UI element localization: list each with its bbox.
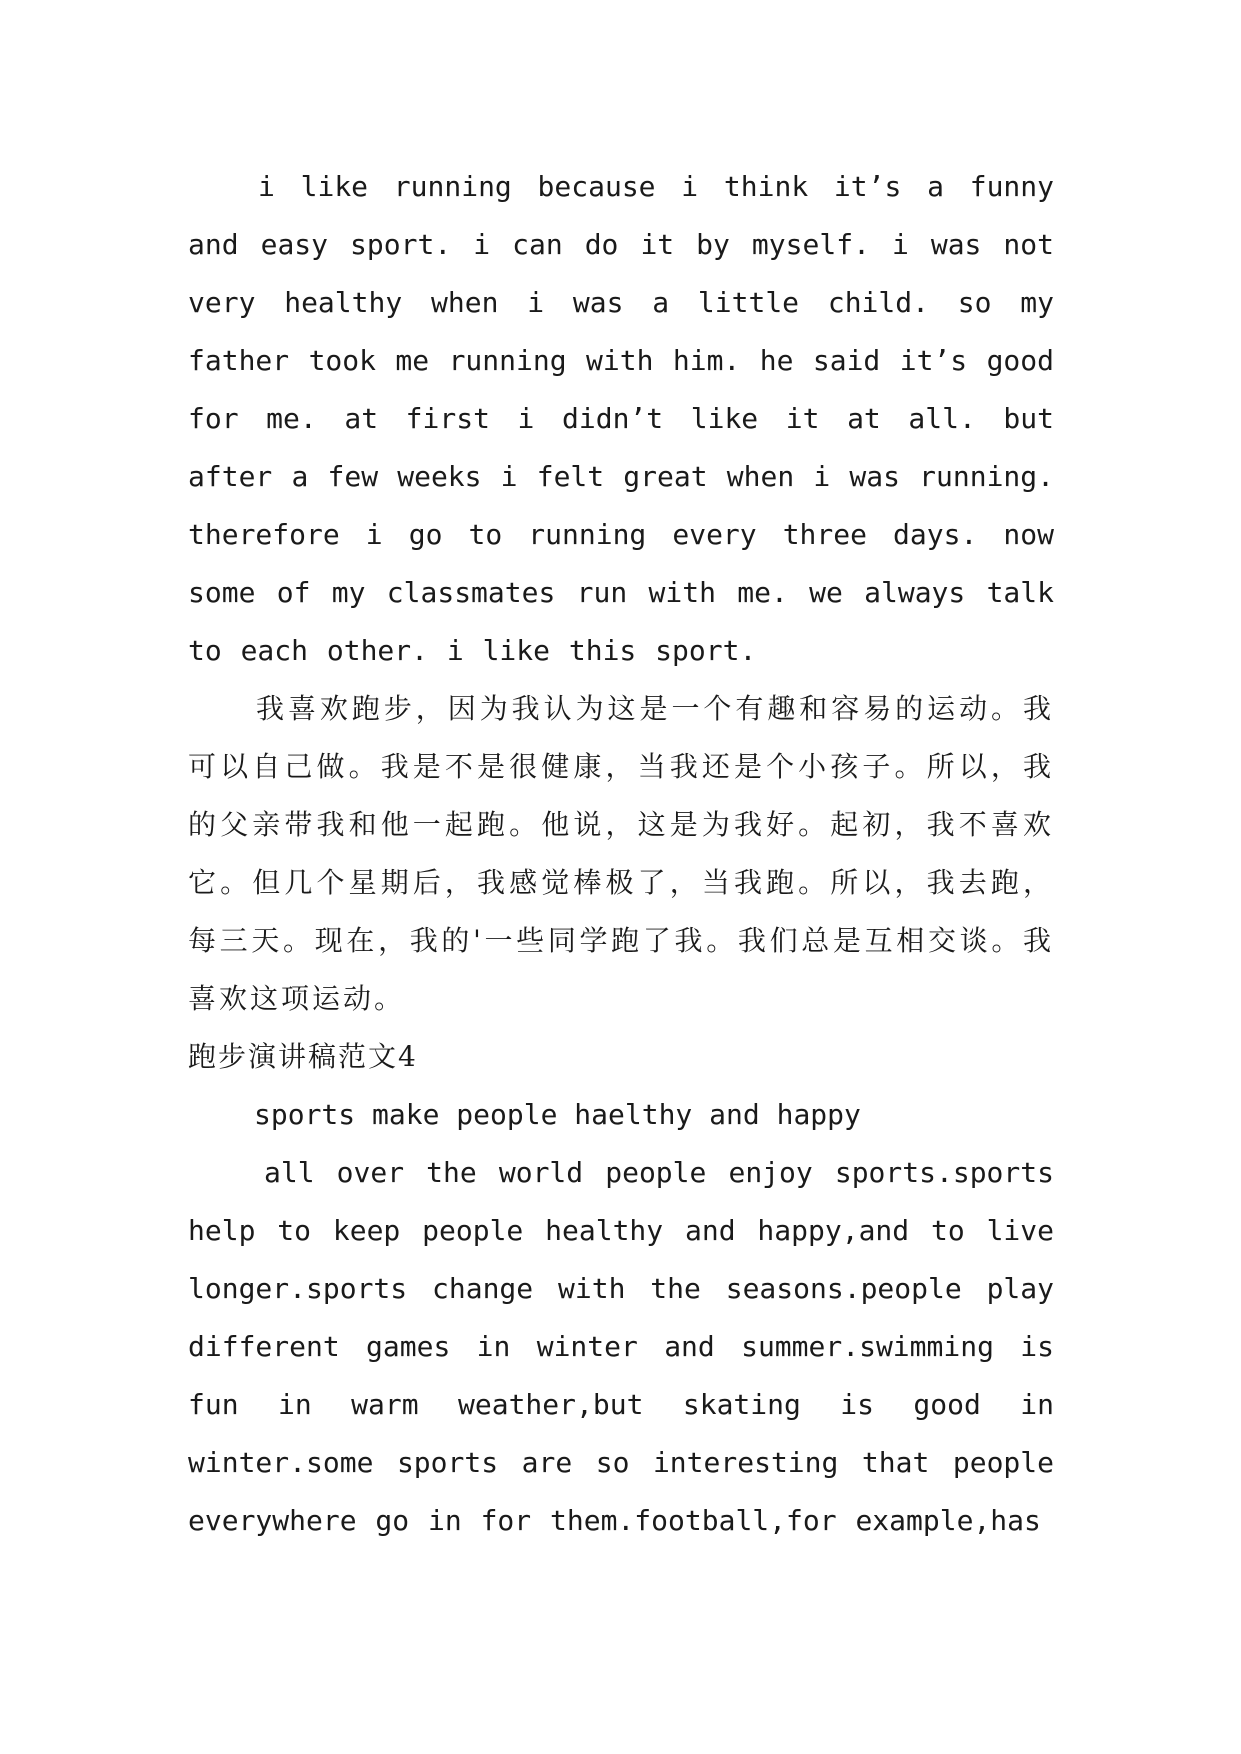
essay-title: sports make people haelthy and happy <box>254 1098 861 1131</box>
english-paragraph-sports: all over the world people enjoy sports.sports help to keep people healthy and happy,and to live longer.sports change with the seasons.people play different games in winter and summer.swimming is fun in warm weather,but skating is good in winter.some sports are so interesting that people everywhere go in for them.football,for example,has <box>188 1156 1054 1537</box>
document-body <box>188 158 1054 1550</box>
chinese-paragraph-running: 我喜欢跑步，因为我认为这是一个有趣和容易的运动。我可以自己做。我是不是很健康，当我还是个小孩子。所以，我的父亲带我和他一起跑。他说，这是为我好。起初，我不喜欢它。但几个星期后，我感觉棒极了，当我跑。所以，我去跑，每三天。现在，我的'一些同学跑了我。我们总是互相交谈。我喜欢这项运动。 <box>188 692 1054 1015</box>
english-paragraph-running: i like running because i think it’s a funny and easy sport. i can do it by myself. i was not very healthy when i was a little child. so my father took me running with him. he said it’s good for me. at first i didn’t like it at all. but after a few weeks i felt great when i was running. therefore i go to running every three days. now some of my classmates run with me. we always talk to each other. i like this sport. <box>188 170 1054 667</box>
section-heading: 跑步演讲稿范文4 <box>188 1040 418 1073</box>
